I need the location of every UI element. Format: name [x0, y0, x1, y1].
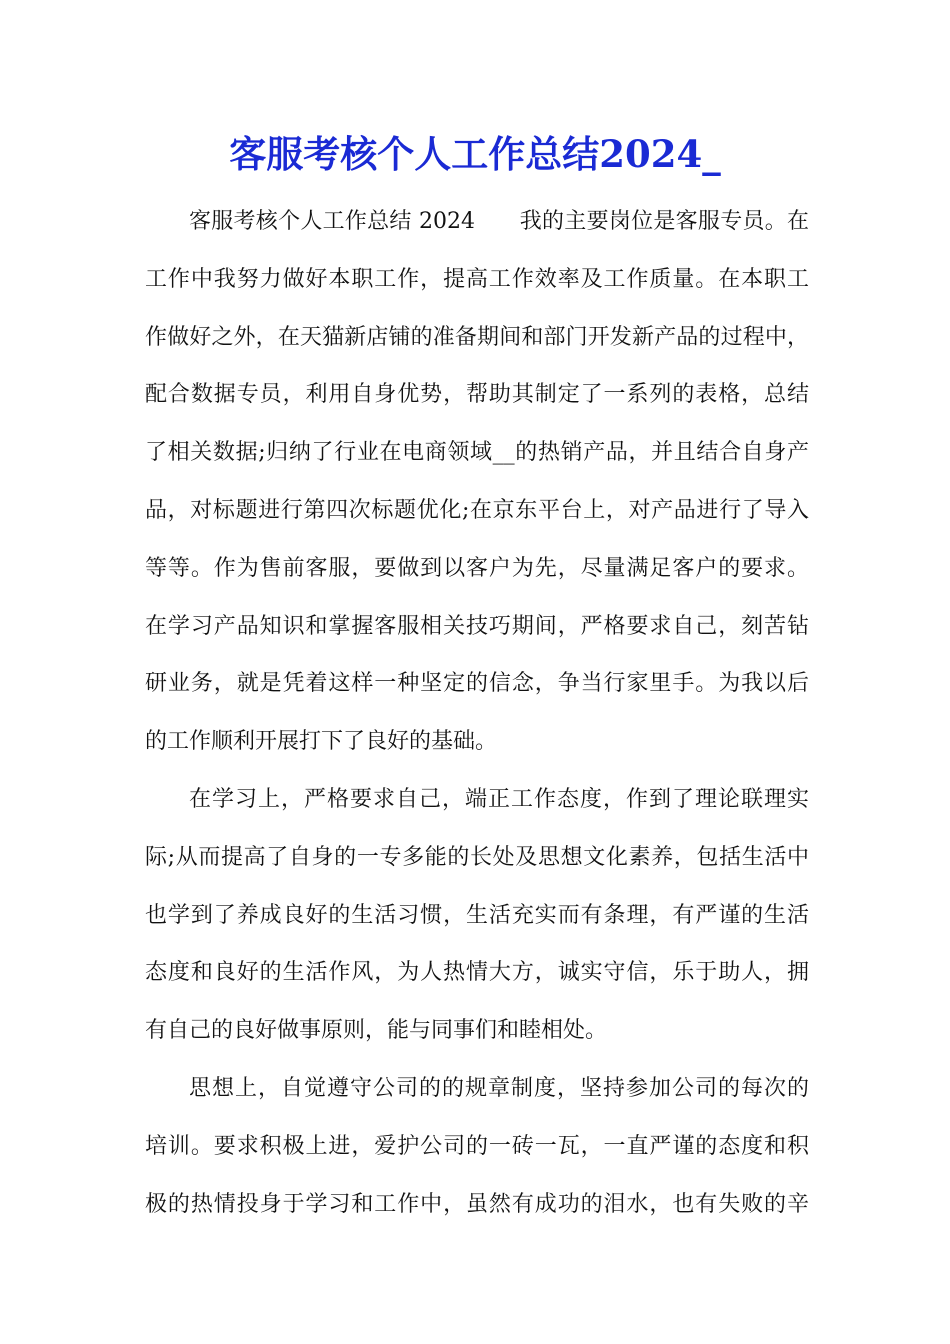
- paragraph-1-line-10: 的工作顺利开展打下了良好的基础。: [145, 729, 498, 755]
- paragraph-1-line-8: 在学习产品知识和掌握客服相关技巧期间，严格要求自己，刻苦钻: [145, 613, 809, 639]
- paragraph-1-line-3: 作做好之外，在天猫新店铺的准备期间和部门开发新产品的过程中，: [145, 324, 809, 350]
- paragraph-2-line-4: 态度和良好的生活作风，为人热情大方，诚实守信，乐于助人，拥: [145, 960, 809, 986]
- paragraph-3-line-2: 培训。要求积极上进，爱护公司的一砖一瓦，一直严谨的态度和积: [145, 1133, 809, 1159]
- paragraph-1-line-1: 客服考核个人工作总结 2024 我的主要岗位是客服专员。在: [189, 209, 809, 234]
- paragraph-1-line-4: 配合数据专员，利用自身优势，帮助其制定了一系列的表格，总结: [145, 382, 809, 408]
- paragraph-2-line-2: 际;从而提高了自身的一专多能的长处及思想文化素养，包括生活中: [145, 844, 809, 870]
- paragraph-2-line-1: 在学习上，严格要求自己，端正工作态度，作到了理论联理实: [189, 786, 809, 812]
- paragraph-2-line-5: 有自己的良好做事原则，能与同事们和睦相处。: [145, 1018, 608, 1044]
- paragraph-1-line-7: 等等。作为售前客服，要做到以客户为先，尽量满足客户的要求。: [145, 555, 809, 581]
- paragraph-1-line-6: 品，对标题进行第四次标题优化;在京东平台上，对产品进行了导入: [145, 497, 809, 523]
- paragraph-3-line-1: 思想上，自觉遵守公司的的规章制度，坚持参加公司的每次的: [189, 1075, 809, 1101]
- paragraph-1-line-5: 了相关数据;归纳了行业在电商领域__的热销产品，并且结合自身产: [145, 440, 809, 466]
- document-body: [145, 202, 809, 1242]
- paragraph-2-line-3: 也学到了养成良好的生活习惯，生活充实而有条理，有严谨的生活: [145, 902, 809, 928]
- paragraph-1-line-2: 工作中我努力做好本职工作，提高工作效率及工作质量。在本职工: [145, 266, 809, 292]
- document-title: 客服考核个人工作总结2024_: [229, 132, 721, 176]
- paragraph-3-line-3: 极的热情投身于学习和工作中，虽然有成功的泪水，也有失败的辛: [145, 1191, 809, 1217]
- paragraph-1-line-9: 研业务，就是凭着这样一种坚定的信念，争当行家里手。为我以后: [145, 671, 809, 697]
